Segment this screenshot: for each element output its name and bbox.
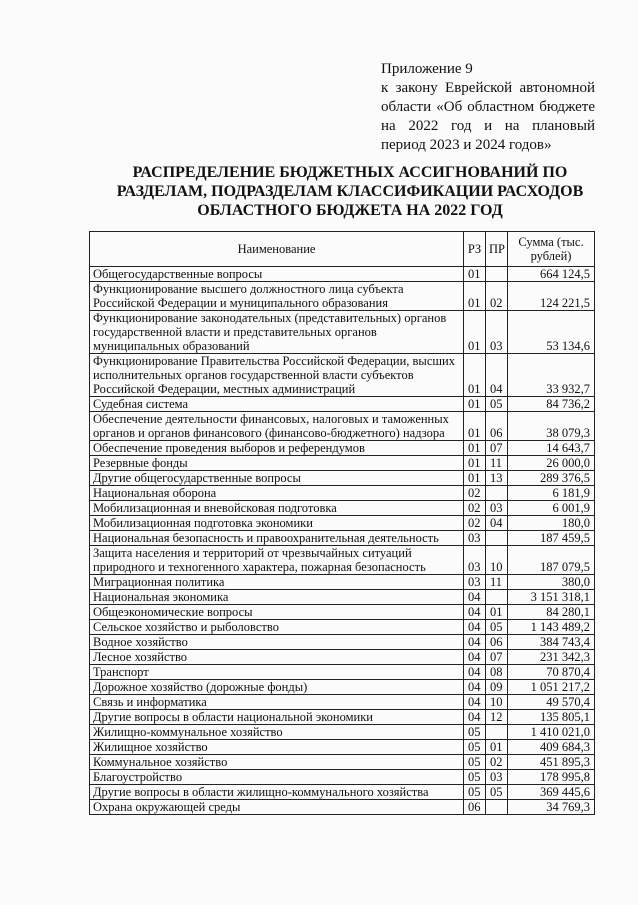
cell-pr: 04	[486, 354, 508, 397]
table-row	[90, 740, 595, 755]
cell-pr: 05	[486, 785, 508, 800]
cell-pr: 05	[486, 397, 508, 412]
cell-name: Лесное хозяйство	[90, 650, 464, 665]
cell-name: Водное хозяйство	[90, 635, 464, 650]
cell-rz: 05	[464, 755, 486, 770]
cell-rz: 03	[464, 546, 486, 575]
cell-rz: 01	[464, 311, 486, 354]
cell-sum: 38 079,3	[508, 412, 595, 441]
cell-sum: 124 221,5	[508, 282, 595, 311]
table-row	[90, 800, 595, 815]
appendix-note	[381, 60, 595, 155]
cell-rz: 04	[464, 650, 486, 665]
cell-pr	[486, 800, 508, 815]
title-line: РАЗДЕЛАМ, ПОДРАЗДЕЛАМ КЛАССИФИКАЦИИ РАСХОДОВ	[116, 183, 584, 200]
cell-name: Жилищное хозяйство	[90, 740, 464, 755]
table-row	[90, 620, 595, 635]
cell-name: Другие общегосударственные вопросы	[90, 471, 464, 486]
cell-pr: 13	[486, 471, 508, 486]
document-title	[70, 163, 630, 220]
cell-pr	[486, 590, 508, 605]
cell-sum: 380,0	[508, 575, 595, 590]
cell-name: Национальная безопасность и правоохранительная деятельность	[90, 531, 464, 546]
title-line: РАСПРЕДЕЛЕНИЕ БЮДЖЕТНЫХ АССИГНОВАНИЙ ПО	[132, 164, 568, 181]
cell-pr: 02	[486, 755, 508, 770]
cell-pr: 11	[486, 575, 508, 590]
cell-name: Функционирование законодательных (представительных) органов государственной власти и представительных органов муниципальных образований	[90, 311, 464, 354]
title-line: ОБЛАСТНОГО БЮДЖЕТА НА 2022 ГОД	[197, 202, 503, 219]
cell-sum: 6 181,9	[508, 486, 595, 501]
header-rz: РЗ	[464, 232, 486, 267]
table-row	[90, 267, 595, 282]
table-row	[90, 456, 595, 471]
cell-sum: 26 000,0	[508, 456, 595, 471]
cell-pr: 12	[486, 710, 508, 725]
cell-rz: 01	[464, 471, 486, 486]
table-row	[90, 710, 595, 725]
cell-rz: 04	[464, 635, 486, 650]
cell-rz: 02	[464, 516, 486, 531]
cell-rz: 05	[464, 770, 486, 785]
cell-rz: 05	[464, 725, 486, 740]
table-header-row	[90, 232, 595, 267]
table-row	[90, 635, 595, 650]
cell-sum: 664 124,5	[508, 267, 595, 282]
cell-name: Функционирование Правительства Российской Федерации, высших исполнительных органов государственной власти субъектов Российской Федерации, местных администраций	[90, 354, 464, 397]
cell-pr	[486, 267, 508, 282]
cell-pr: 03	[486, 770, 508, 785]
cell-sum: 70 870,4	[508, 665, 595, 680]
table-row	[90, 282, 595, 311]
cell-rz: 04	[464, 680, 486, 695]
cell-rz: 04	[464, 665, 486, 680]
cell-name: Связь и информатика	[90, 695, 464, 710]
cell-pr: 10	[486, 695, 508, 710]
cell-sum: 1 410 021,0	[508, 725, 595, 740]
cell-sum: 187 459,5	[508, 531, 595, 546]
cell-pr: 03	[486, 311, 508, 354]
cell-name: Другие вопросы в области национальной экономики	[90, 710, 464, 725]
cell-rz: 04	[464, 590, 486, 605]
cell-sum: 451 895,3	[508, 755, 595, 770]
cell-pr: 06	[486, 412, 508, 441]
cell-pr: 05	[486, 620, 508, 635]
cell-rz: 04	[464, 605, 486, 620]
cell-name: Другие вопросы в области жилищно-коммунального хозяйства	[90, 785, 464, 800]
table-row	[90, 516, 595, 531]
cell-pr: 06	[486, 635, 508, 650]
cell-rz: 01	[464, 456, 486, 471]
table-row	[90, 590, 595, 605]
cell-name: Защита населения и территорий от чрезвычайных ситуаций природного и техногенного характера, пожарная безопасность	[90, 546, 464, 575]
cell-sum: 1 051 217,2	[508, 680, 595, 695]
header-name: Наименование	[90, 232, 464, 267]
cell-name: Судебная система	[90, 397, 464, 412]
table-row	[90, 354, 595, 397]
table-row	[90, 311, 595, 354]
table-row	[90, 531, 595, 546]
cell-name: Национальная оборона	[90, 486, 464, 501]
cell-pr: 03	[486, 501, 508, 516]
cell-sum: 53 134,6	[508, 311, 595, 354]
cell-rz: 06	[464, 800, 486, 815]
table-row	[90, 471, 595, 486]
cell-sum: 84 280,1	[508, 605, 595, 620]
table-row	[90, 770, 595, 785]
appendix-number: Приложение 9	[381, 61, 473, 77]
table-row	[90, 785, 595, 800]
cell-name: Сельское хозяйство и рыболовство	[90, 620, 464, 635]
cell-name: Обеспечение проведения выборов и референдумов	[90, 441, 464, 456]
cell-name: Резервные фонды	[90, 456, 464, 471]
cell-sum: 1 143 489,2	[508, 620, 595, 635]
table-row	[90, 680, 595, 695]
cell-pr: 07	[486, 650, 508, 665]
cell-sum: 178 995,8	[508, 770, 595, 785]
cell-rz: 03	[464, 575, 486, 590]
cell-sum: 14 643,7	[508, 441, 595, 456]
cell-name: Общеэкономические вопросы	[90, 605, 464, 620]
cell-rz: 04	[464, 620, 486, 635]
cell-name: Благоустройство	[90, 770, 464, 785]
cell-rz: 04	[464, 710, 486, 725]
cell-sum: 49 570,4	[508, 695, 595, 710]
cell-name: Мобилизационная и вневойсковая подготовка	[90, 501, 464, 516]
cell-name: Транспорт	[90, 665, 464, 680]
table-row	[90, 650, 595, 665]
cell-sum: 180,0	[508, 516, 595, 531]
cell-sum: 231 342,3	[508, 650, 595, 665]
cell-rz: 04	[464, 695, 486, 710]
cell-rz: 01	[464, 354, 486, 397]
table-row	[90, 546, 595, 575]
cell-sum: 34 769,3	[508, 800, 595, 815]
cell-pr: 01	[486, 740, 508, 755]
table-row	[90, 441, 595, 456]
cell-pr: 01	[486, 605, 508, 620]
table-row	[90, 412, 595, 441]
cell-sum: 3 151 318,1	[508, 590, 595, 605]
table-row	[90, 695, 595, 710]
cell-pr: 11	[486, 456, 508, 471]
cell-sum: 289 376,5	[508, 471, 595, 486]
cell-sum: 6 001,9	[508, 501, 595, 516]
cell-rz: 02	[464, 486, 486, 501]
cell-sum: 369 445,6	[508, 785, 595, 800]
table-row	[90, 501, 595, 516]
cell-sum: 187 079,5	[508, 546, 595, 575]
cell-rz: 01	[464, 282, 486, 311]
cell-pr	[486, 486, 508, 501]
budget-allocation-table	[89, 231, 595, 815]
cell-rz: 03	[464, 531, 486, 546]
cell-name: Функционирование высшего должностного лица субъекта Российской Федерации и муниципального образования	[90, 282, 464, 311]
table-row	[90, 755, 595, 770]
table-row	[90, 665, 595, 680]
cell-pr: 02	[486, 282, 508, 311]
cell-rz: 01	[464, 412, 486, 441]
cell-pr: 08	[486, 665, 508, 680]
table-row	[90, 725, 595, 740]
cell-name: Дорожное хозяйство (дорожные фонды)	[90, 680, 464, 695]
cell-rz: 05	[464, 740, 486, 755]
cell-name: Мобилизационная подготовка экономики	[90, 516, 464, 531]
cell-name: Общегосударственные вопросы	[90, 267, 464, 282]
table-row	[90, 397, 595, 412]
cell-name: Жилищно-коммунальное хозяйство	[90, 725, 464, 740]
appendix-law-reference: к закону Еврейской автономной области «Об областном бюджете на 2022 год и на плановый период 2023 и 2024 годов»	[381, 80, 595, 153]
cell-pr: 07	[486, 441, 508, 456]
cell-sum: 384 743,4	[508, 635, 595, 650]
table-row	[90, 575, 595, 590]
cell-pr: 04	[486, 516, 508, 531]
cell-rz: 01	[464, 441, 486, 456]
cell-sum: 84 736,2	[508, 397, 595, 412]
cell-name: Коммунальное хозяйство	[90, 755, 464, 770]
cell-sum: 135 805,1	[508, 710, 595, 725]
cell-pr: 10	[486, 546, 508, 575]
cell-rz: 01	[464, 397, 486, 412]
cell-pr	[486, 531, 508, 546]
header-sum: Сумма (тыс. рублей)	[508, 232, 595, 267]
cell-name: Охрана окружающей среды	[90, 800, 464, 815]
cell-rz: 05	[464, 785, 486, 800]
cell-name: Миграционная политика	[90, 575, 464, 590]
cell-name: Обеспечение деятельности финансовых, налоговых и таможенных органов и органов финансового (финансово-бюджетного) надзора	[90, 412, 464, 441]
cell-pr	[486, 725, 508, 740]
header-pr: ПР	[486, 232, 508, 267]
cell-sum: 33 932,7	[508, 354, 595, 397]
cell-sum: 409 684,3	[508, 740, 595, 755]
cell-pr: 09	[486, 680, 508, 695]
cell-name: Национальная экономика	[90, 590, 464, 605]
table-row	[90, 605, 595, 620]
cell-rz: 02	[464, 501, 486, 516]
cell-rz: 01	[464, 267, 486, 282]
table-row	[90, 486, 595, 501]
